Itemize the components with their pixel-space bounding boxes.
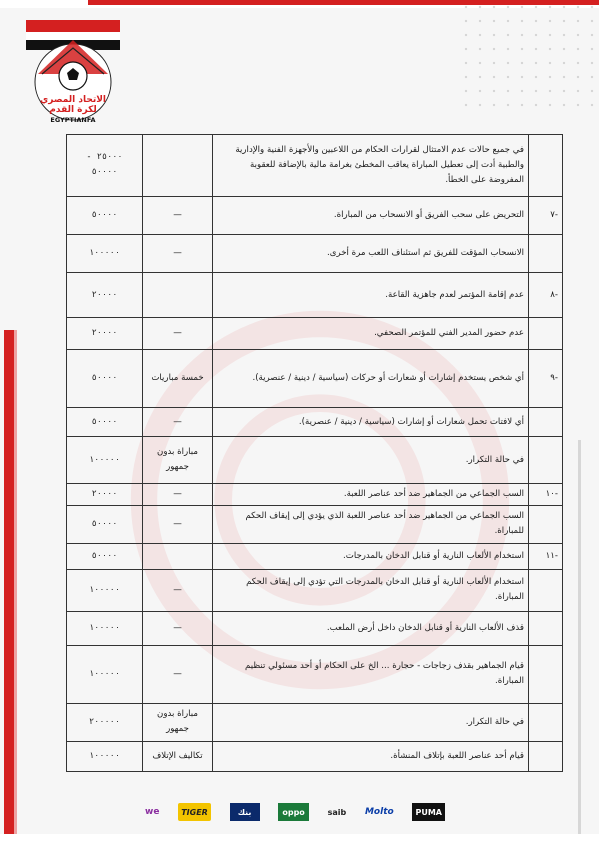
sponsor-molto-logo: Molto xyxy=(364,807,394,817)
fine-cell: ٥٠٠٠٠ xyxy=(67,543,143,569)
table-row xyxy=(67,196,563,234)
suspension-cell: خمسة مباريات xyxy=(143,350,213,408)
suspension-cell: — xyxy=(143,318,213,350)
suspension-cell: — xyxy=(143,569,213,612)
table-row xyxy=(67,350,563,408)
clause-number-cell xyxy=(529,235,563,273)
fine-cell: ٢٠٠٠٠٠ xyxy=(67,703,143,741)
table-row xyxy=(67,543,563,569)
clause-number-cell: -١١ xyxy=(529,543,563,569)
clause-number-cell: -٨ xyxy=(529,273,563,318)
description-cell: السب الجماعي من الجماهير ضد أحد عناصر اللعبة الذي يؤدي إلى إيقاف الحكم للمباراة. xyxy=(213,505,529,543)
sponsors-bar xyxy=(145,800,445,824)
fine-cell: ٢٠٠٠٠ xyxy=(67,318,143,350)
suspension-cell xyxy=(143,273,213,318)
description-cell: في حالة التكرار. xyxy=(213,437,529,484)
clause-number-cell xyxy=(529,612,563,646)
suspension-cell: مباراة بدون جمهور xyxy=(143,703,213,741)
table-row xyxy=(67,407,563,437)
fine-cell: ٢٥٠٠٠ - ٥٠٠٠٠ xyxy=(67,135,143,197)
penalties-table xyxy=(66,134,563,772)
table-row xyxy=(67,569,563,612)
clause-number-cell xyxy=(529,505,563,543)
description-cell: استخدام الألعاب النارية أو قنابل الدخان بالمدرجات. xyxy=(213,543,529,569)
description-cell: قذف الألعاب النارية أو قنابل الدخان داخل أرض الملعب. xyxy=(213,612,529,646)
bottom-margin xyxy=(0,834,599,852)
suspension-cell: — xyxy=(143,484,213,505)
fine-cell: ١٠٠٠٠٠ xyxy=(67,612,143,646)
clause-number-cell xyxy=(529,318,563,350)
clause-number-cell xyxy=(529,407,563,437)
description-cell: أي لافتات تحمل شعارات أو إشارات (سياسية / دينية / عنصرية). xyxy=(213,407,529,437)
table-row xyxy=(67,135,563,197)
clause-number-cell: -٧ xyxy=(529,196,563,234)
sponsor-saib-logo: saib xyxy=(327,807,347,817)
clause-number-cell xyxy=(529,742,563,772)
table-row xyxy=(67,235,563,273)
clause-number-cell xyxy=(529,437,563,484)
description-cell: استخدام الألعاب النارية أو قنابل الدخان بالمدرجات التي تؤدي إلى إيقاف الحكم المباراة. xyxy=(213,569,529,612)
sponsor-tiger-logo: TIGER xyxy=(178,803,211,821)
suspension-cell: — xyxy=(143,196,213,234)
table-row xyxy=(67,484,563,505)
description-cell: في حالة التكرار. xyxy=(213,703,529,741)
table-row xyxy=(67,273,563,318)
left-red-stripe xyxy=(4,330,14,850)
description-cell: في جميع حالات عدم الامتثال لقرارات الحكام من اللاعبين والأجهزة الفنية والإدارية والطبية أدت إلى تعطيل المباراة يعاقب المخطئ بغرامة مالية بالإضافة للعقوبة المفروضة على الخطأ. xyxy=(213,135,529,197)
fine-cell: ١٠٠٠٠٠ xyxy=(67,235,143,273)
table-row xyxy=(67,646,563,704)
sponsor-we-logo: we xyxy=(145,807,160,817)
description-cell: التحريض على سحب الفريق أو الانسحاب من المباراة. xyxy=(213,196,529,234)
suspension-cell: مباراة بدون جمهور xyxy=(143,437,213,484)
right-grey-stripe xyxy=(578,440,581,840)
suspension-cell: — xyxy=(143,646,213,704)
sponsor-bank-logo: بنك xyxy=(230,803,260,821)
fine-cell: ٥٠٠٠٠ xyxy=(67,407,143,437)
table-row xyxy=(67,437,563,484)
suspension-cell: — xyxy=(143,235,213,273)
clause-number-cell xyxy=(529,569,563,612)
table-row xyxy=(67,505,563,543)
sponsor-oppo-logo: oppo xyxy=(278,803,308,821)
svg-text:الاتحاد المصري: الاتحاد المصري xyxy=(40,95,106,105)
svg-text:EGYPTIANFA: EGYPTIANFA xyxy=(50,116,96,124)
description-cell: السب الجماعي من الجماهير ضد أحد عناصر اللعبة. xyxy=(213,484,529,505)
clause-number-cell xyxy=(529,703,563,741)
suspension-cell: — xyxy=(143,612,213,646)
fine-cell: ٥٠٠٠٠ xyxy=(67,196,143,234)
fine-cell: ٥٠٠٠٠ xyxy=(67,350,143,408)
description-cell: أي شخص يستخدم إشارات أو شعارات أو حركات (سياسية / دينية / عنصرية). xyxy=(213,350,529,408)
suspension-cell xyxy=(143,135,213,197)
description-cell: قيام أحد عناصر اللعبة بإتلاف المنشأة. xyxy=(213,742,529,772)
fine-cell: ١٠٠٠٠٠ xyxy=(67,742,143,772)
fine-cell: ١٠٠٠٠٠ xyxy=(67,646,143,704)
suspension-cell: — xyxy=(143,505,213,543)
clause-number-cell: -١٠ xyxy=(529,484,563,505)
sponsor-puma-logo: PUMA xyxy=(412,803,445,821)
svg-text:لكرة القدم: لكرة القدم xyxy=(49,105,97,115)
fine-cell: ١٠٠٠٠٠ xyxy=(67,437,143,484)
clause-number-cell: -٩ xyxy=(529,350,563,408)
suspension-cell xyxy=(143,543,213,569)
table-row xyxy=(67,742,563,772)
corner-pattern xyxy=(459,0,599,110)
clause-number-cell xyxy=(529,135,563,197)
description-cell: قيام الجماهير بقذف زجاجات - حجارة ... الخ على الحكام أو أحد مسئولي تنظيم المباراة. xyxy=(213,646,529,704)
description-cell: الانسحاب المؤقت للفريق ثم استئناف اللعب مرة أخرى. xyxy=(213,235,529,273)
left-red-stripe-light xyxy=(14,330,17,850)
fine-cell: ١٠٠٠٠٠ xyxy=(67,569,143,612)
suspension-cell: تكاليف الإتلاف xyxy=(143,742,213,772)
suspension-cell: — xyxy=(143,407,213,437)
fine-cell: ٢٠٠٠٠ xyxy=(67,273,143,318)
table-row xyxy=(67,612,563,646)
table-row xyxy=(67,318,563,350)
description-cell: عدم حضور المدير الفني للمؤتمر الصحفي. xyxy=(213,318,529,350)
clause-number-cell xyxy=(529,646,563,704)
fine-cell: ٢٠٠٠٠ xyxy=(67,484,143,505)
efa-logo xyxy=(18,10,128,128)
description-cell: عدم إقامة المؤتمر لعدم جاهزية القاعة. xyxy=(213,273,529,318)
table-row xyxy=(67,703,563,741)
fine-cell: ٥٠٠٠٠ xyxy=(67,505,143,543)
